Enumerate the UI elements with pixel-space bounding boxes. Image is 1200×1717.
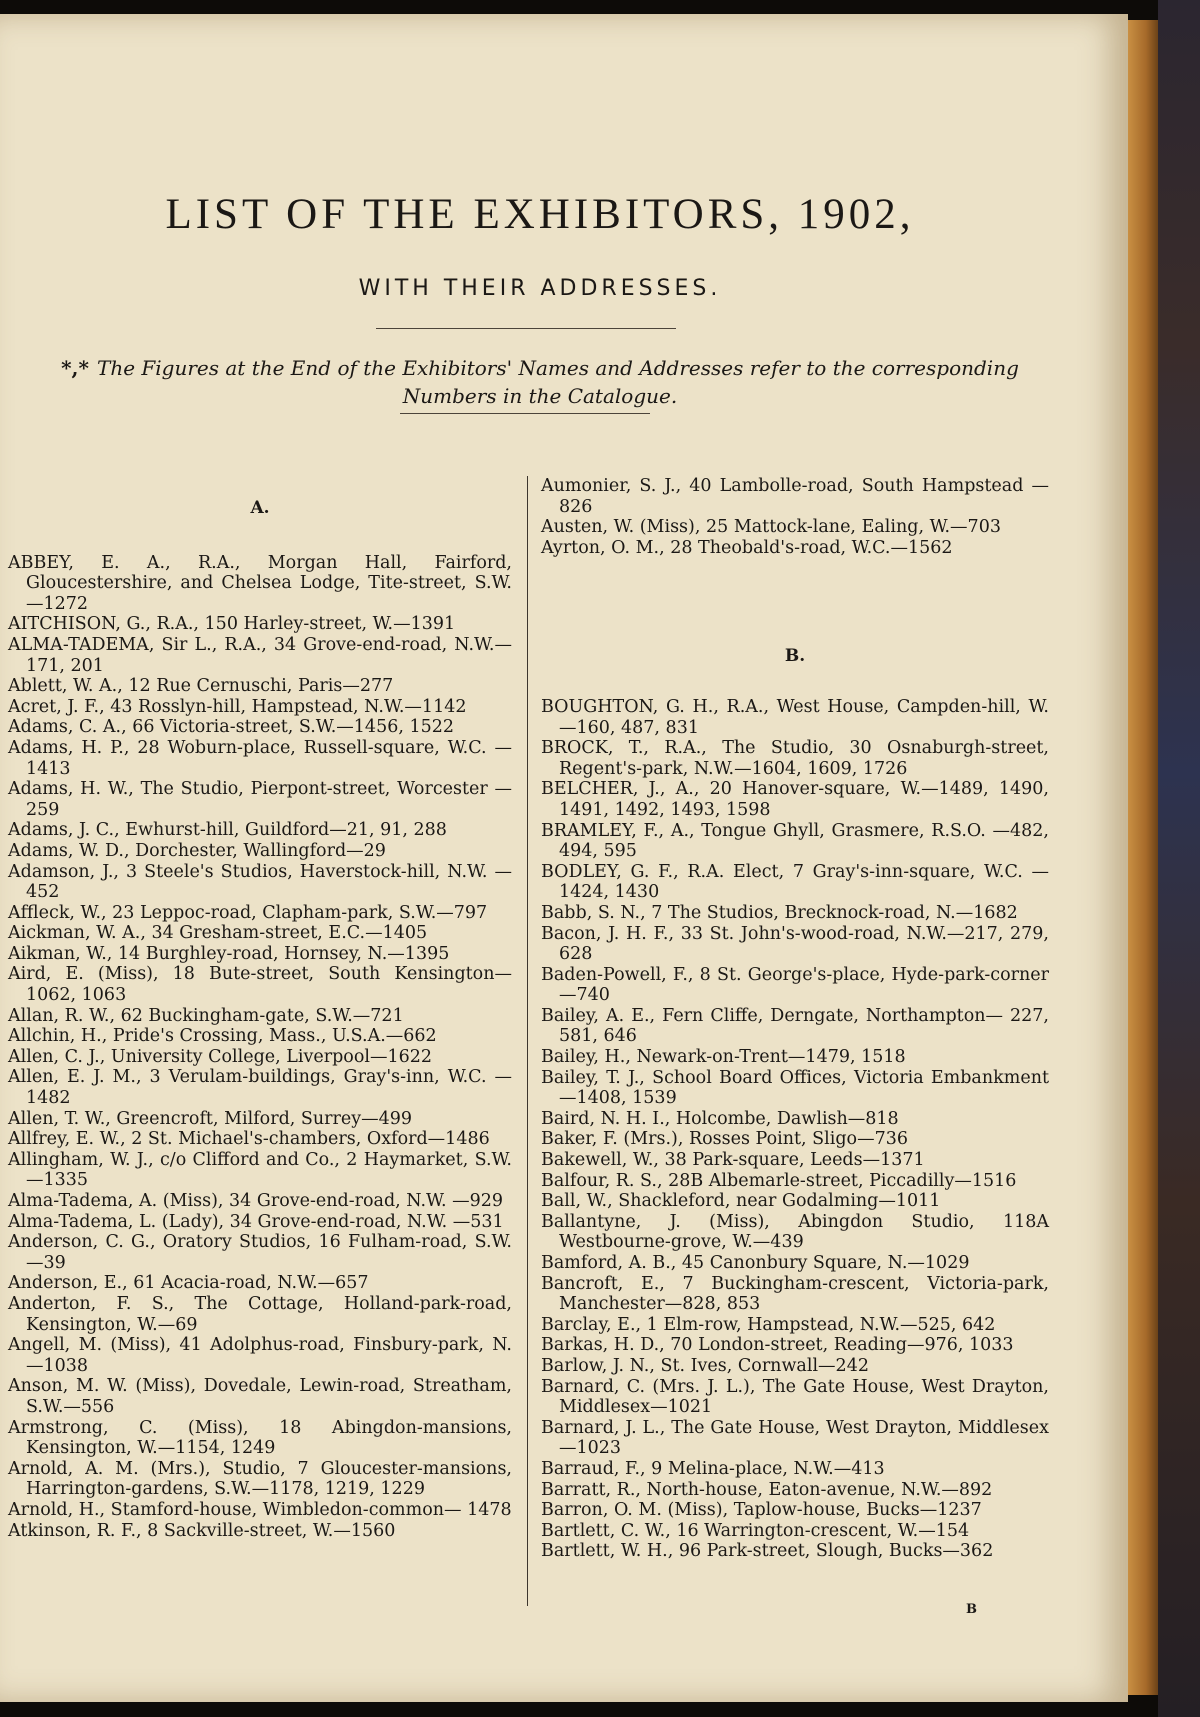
exhibitor-entry: Allfrey, E. W., 2 St. Michael's-chambers, Oxford—1486 xyxy=(8,1129,490,1150)
exhibitor-entry: Austen, W. (Miss), 25 Mattock-lane, Ealing, W.—703 xyxy=(541,517,1001,538)
exhibitor-entry: Armstrong, C. (Miss), 18 Abingdon-mansions, Kensington, W.—1154, 1249 xyxy=(8,1417,512,1459)
exhibitor-entry: Allen, C. J., University College, Liverpool—1622 xyxy=(8,1046,432,1067)
exhibitor-entry: BOUGHTON, G. H., R.A., West House, Campden-hill, W.—160, 487, 831 xyxy=(541,696,1049,738)
exhibitor-entry: Angell, M. (Miss), 41 Adolphus-road, Finsbury-park, N.—1038 xyxy=(8,1335,512,1376)
note-asterisks: *,* xyxy=(61,356,89,380)
exhibitor-entry: Ayrton, O. M., 28 Theobald's-road, W.C.—1562 xyxy=(541,537,953,558)
exhibitor-entry: Arnold, H., Stamford-house, Wimbledon-common— 1478 xyxy=(8,1499,512,1520)
exhibitor-entry: AITCHISON, G., R.A., 150 Harley-street, W.—1391 xyxy=(8,614,456,635)
signature-mark: B xyxy=(966,1602,977,1617)
exhibitor-entry: Anson, M. W. (Miss), Dovedale, Lewin-road, Streatham, S.W.—556 xyxy=(8,1376,512,1417)
left-column xyxy=(8,498,512,1541)
exhibitor-entry: Ballantyne, J. (Miss), Abingdon Studio, 118A Westbourne-grove, W.—439 xyxy=(541,1211,1049,1253)
exhibitor-entry: Allen, T. W., Greencroft, Milford, Surrey—499 xyxy=(8,1108,413,1129)
exhibitor-entry: Allan, R. W., 62 Buckingham-gate, S.W.—721 xyxy=(8,1005,404,1026)
exhibitor-entry: Bartlett, W. H., 96 Park-street, Slough, Bucks—362 xyxy=(541,1541,994,1562)
page-fore-edge xyxy=(1128,20,1158,1695)
exhibitor-entry: Adams, C. A., 66 Victoria-street, S.W.—1456, 1522 xyxy=(8,717,454,738)
exhibitor-entry: Bamford, A. B., 45 Canonbury Square, N.—1029 xyxy=(541,1253,970,1273)
exhibitor-entry: Arnold, A. M. (Mrs.), Studio, 7 Gloucester-mansions, Harrington-gardens, S.W.—1178, 1219, 1229 xyxy=(8,1458,512,1500)
exhibitor-entry: Baden-Powell, F., 8 St. George's-place, Hyde-park-corner—740 xyxy=(541,964,1049,1006)
upper-rule xyxy=(376,328,676,329)
exhibitor-entry: BODLEY, G. F., R.A. Elect, 7 Gray's-inn-square, W.C. —1424, 1430 xyxy=(541,861,1049,903)
exhibitor-entry: Ablett, W. A., 12 Rue Cernuschi, Paris—277 xyxy=(8,676,394,697)
exhibitor-entry: Allen, E. J. M., 3 Verulam-buildings, Gray's-inn, W.C. —1482 xyxy=(8,1067,512,1109)
page-subtitle: WITH THEIR ADDRESSES. xyxy=(358,276,722,301)
exhibitor-entry: ABBEY, E. A., R.A., Morgan Hall, Fairford, Gloucestershire, and Chelsea Lodge, Tite-street, S.W.—1272 xyxy=(8,552,512,614)
exhibitor-entry: BELCHER, J., A., 20 Hanover-square, W.—1489, 1490, 1491, 1492, 1493, 1598 xyxy=(541,779,1049,820)
exhibitor-entry: Adams, H. P., 28 Woburn-place, Russell-square, W.C. —1413 xyxy=(8,737,512,779)
exhibitor-entry: Barraud, F., 9 Melina-place, N.W.—413 xyxy=(541,1458,885,1479)
exhibitor-entry: Allingham, W. J., c/o Clifford and Co., 2 Haymarket, S.W.—1335 xyxy=(8,1149,512,1191)
exhibitor-entry: Barkas, H. D., 70 London-street, Reading—976, 1033 xyxy=(541,1335,1014,1356)
exhibitor-entry: Bakewell, W., 38 Park-square, Leeds—1371 xyxy=(541,1150,925,1171)
exhibitor-entry: Anderson, E., 61 Acacia-road, N.W.—657 xyxy=(8,1273,369,1294)
exhibitor-entry: Aumonier, S. J., 40 Lambolle-road, South Hampstead —826 xyxy=(541,476,1049,517)
book-cover-edge xyxy=(1158,0,1200,1717)
exhibitor-entry: Ball, W., Shackleford, near Godalming—1011 xyxy=(541,1191,941,1212)
exhibitor-list-a-continued xyxy=(541,476,1049,558)
exhibitor-entry: Anderson, C. G., Oratory Studios, 16 Fulham-road, S.W.—39 xyxy=(8,1232,512,1273)
exhibitor-entry: Baker, F. (Mrs.), Rosses Point, Sligo—736 xyxy=(541,1129,908,1150)
exhibitor-entry: Allchin, H., Pride's Crossing, Mass., U.S.A.—662 xyxy=(8,1026,437,1047)
exhibitor-entry: Bailey, A. E., Fern Cliffe, Derngate, Northampton— 227, 581, 646 xyxy=(541,1005,1049,1047)
exhibitor-entry: Bailey, H., Newark-on-Trent—1479, 1518 xyxy=(541,1047,906,1068)
exhibitor-entry: Barlow, J. N., St. Ives, Cornwall—242 xyxy=(541,1355,869,1376)
section-heading-a: A. xyxy=(250,498,270,518)
exhibitor-entry: Barnard, J. L., The Gate House, West Drayton, Middlesex—1023 xyxy=(541,1417,1049,1459)
exhibitor-entry: Bancroft, E., 7 Buckingham-crescent, Victoria-park, Manchester—828, 853 xyxy=(541,1273,1049,1315)
lower-rule xyxy=(400,413,650,414)
exhibitor-entry: Adams, W. D., Dorchester, Wallingford—29 xyxy=(8,840,386,861)
exhibitor-entry: Baird, N. H. I., Holcombe, Dawlish—818 xyxy=(541,1108,899,1129)
exhibitor-entry: Babb, S. N., 7 The Studios, Brecknock-road, N.—1682 xyxy=(541,902,1018,923)
exhibitor-entry: Alma-Tadema, L. (Lady), 34 Grove-end-road, N.W. —531 xyxy=(8,1211,504,1232)
exhibitor-entry: Barnard, C. (Mrs. J. L.), The Gate House, West Drayton, Middlesex—1021 xyxy=(541,1376,1049,1418)
catalogue-note xyxy=(60,354,1020,410)
exhibitor-list-b xyxy=(541,697,1049,1562)
exhibitor-entry: Affleck, W., 23 Leppoc-road, Clapham-park, S.W.—797 xyxy=(8,902,488,923)
section-heading-b: B. xyxy=(784,646,806,667)
exhibitor-entry: Bartlett, C. W., 16 Warrington-crescent, W.—154 xyxy=(541,1520,970,1541)
exhibitor-list-a xyxy=(8,553,512,1542)
column-divider xyxy=(527,476,528,1606)
exhibitor-entry: Adamson, J., 3 Steele's Studios, Haverstock-hill, N.W. —452 xyxy=(8,861,512,903)
note-text: The Figures at the End of the Exhibitors' Names and Addresses refer to the corresponding Numbers in the Catalogue. xyxy=(96,356,1019,408)
exhibitor-entry: Anderton, F. S., The Cottage, Holland-park-road, Kensington, W.—69 xyxy=(8,1293,512,1335)
exhibitor-entry: Aird, E. (Miss), 18 Bute-street, South Kensington— 1062, 1063 xyxy=(8,964,512,1006)
exhibitor-entry: Barclay, E., 1 Elm-row, Hampstead, N.W.—525, 642 xyxy=(541,1314,996,1335)
exhibitor-entry: BRAMLEY, F., A., Tongue Ghyll, Grasmere, R.S.O. —482, 494, 595 xyxy=(541,820,1049,862)
right-column xyxy=(541,476,1049,1562)
exhibitor-entry: Adams, H. W., The Studio, Pierpont-street, Worcester —259 xyxy=(8,779,512,820)
exhibitor-entry: Alma-Tadema, A. (Miss), 34 Grove-end-road, N.W. —929 xyxy=(8,1191,504,1211)
exhibitor-entry: Barron, O. M. (Miss), Taplow-house, Bucks—1237 xyxy=(541,1500,982,1521)
exhibitor-entry: Balfour, R. S., 28B Albemarle-street, Piccadilly—1516 xyxy=(541,1170,1017,1191)
exhibitor-entry: ALMA-TADEMA, Sir L., R.A., 34 Grove-end-road, N.W.—171, 201 xyxy=(8,634,512,676)
exhibitor-entry: Aickman, W. A., 34 Gresham-street, E.C.—1405 xyxy=(8,923,428,944)
exhibitor-entry: Bacon, J. H. F., 33 St. John's-wood-road, N.W.—217, 279, 628 xyxy=(541,923,1049,965)
exhibitor-entry: Adams, J. C., Ewhurst-hill, Guildford—21, 91, 288 xyxy=(8,820,447,841)
exhibitor-entry: Bailey, T. J., School Board Offices, Victoria Embankment—1408, 1539 xyxy=(541,1067,1049,1109)
page-title: LIST OF THE EXHIBITORS, 1902, xyxy=(165,191,915,238)
exhibitor-entry: Barratt, R., North-house, Eaton-avenue, N.W.—892 xyxy=(541,1479,993,1500)
exhibitor-entry: Aikman, W., 14 Burghley-road, Hornsey, N.—1395 xyxy=(8,943,450,964)
exhibitor-entry: BROCK, T., R.A., The Studio, 30 Osnaburgh-street, Regent's-park, N.W.—1604, 1609, 1726 xyxy=(541,738,1049,779)
exhibitor-entry: Atkinson, R. F., 8 Sackville-street, W.—1560 xyxy=(8,1520,396,1541)
catalogue-page xyxy=(0,14,1128,1702)
exhibitor-entry: Acret, J. F., 43 Rosslyn-hill, Hampstead, N.W.—1142 xyxy=(8,696,467,717)
